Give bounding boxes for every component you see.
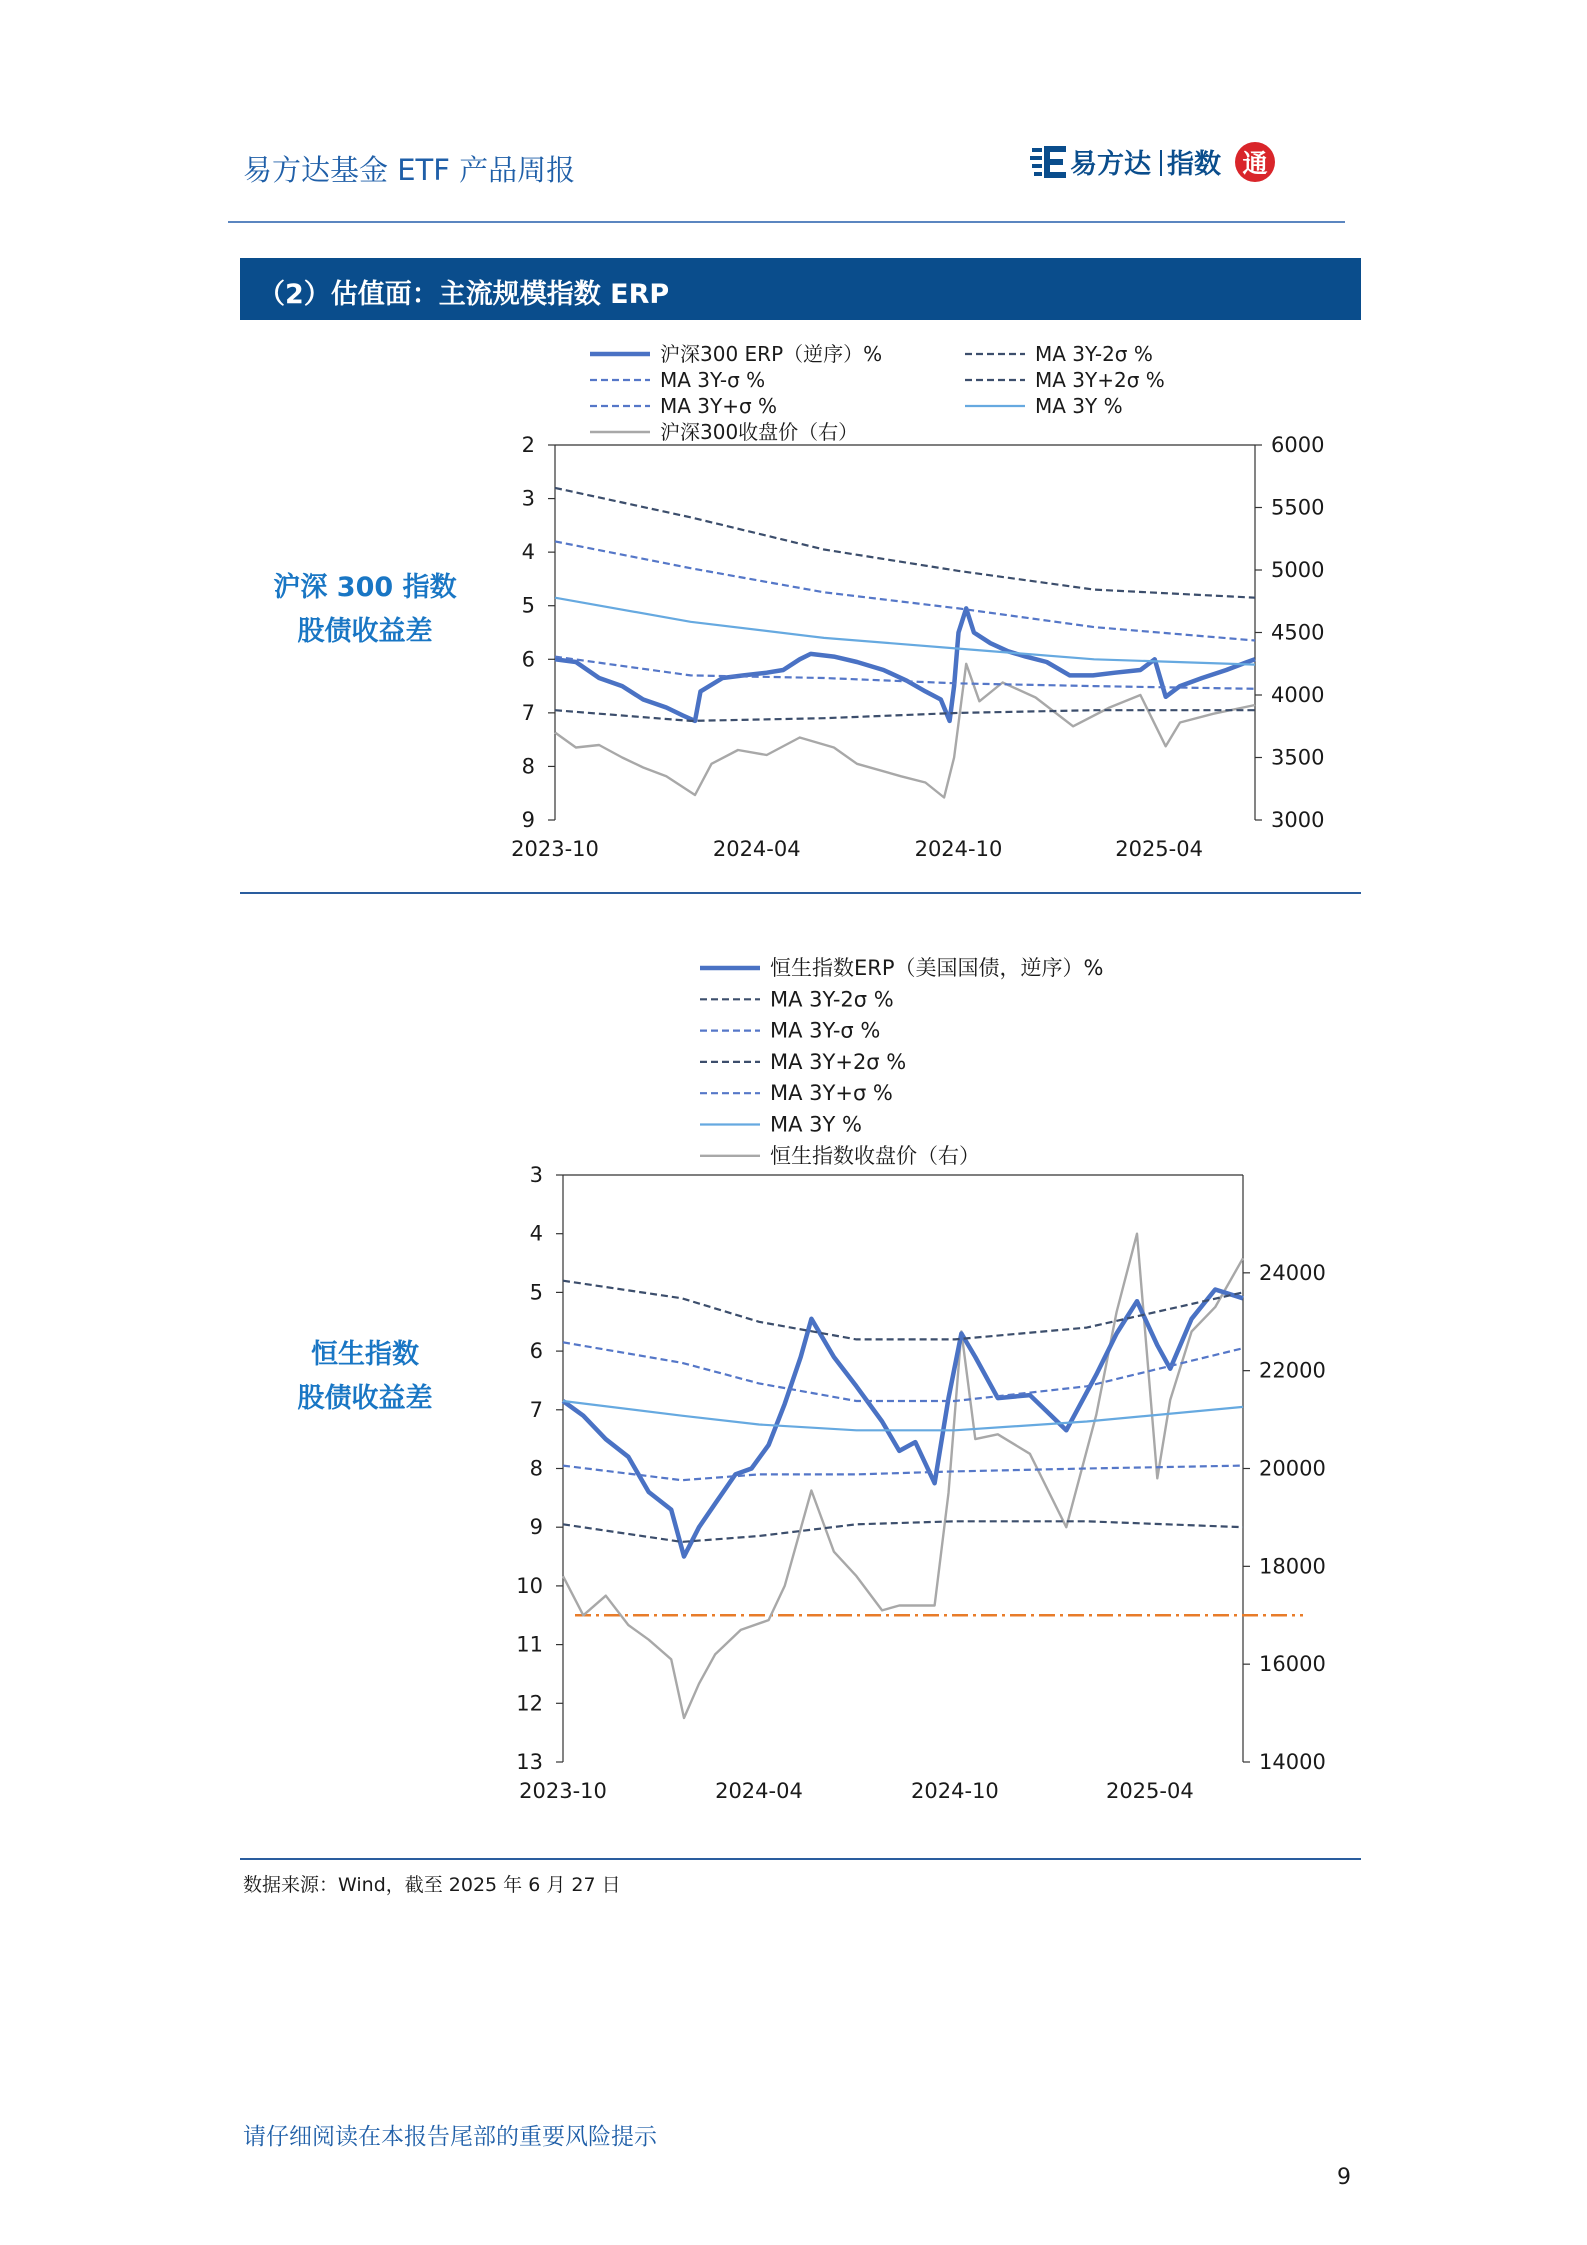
y-right-tick-label: 24000 — [1259, 1260, 1326, 1285]
legend-label: MA 3Y-2σ % — [770, 987, 894, 1012]
x-tick-label: 2025-04 — [1105, 1779, 1194, 1803]
y-right-tick-label: 5000 — [1271, 558, 1325, 582]
page-number: 9 — [1337, 2165, 1351, 2190]
legend-label: 沪深300 ERP（逆序）% — [660, 342, 883, 366]
y-right-tick-label: 14000 — [1259, 1750, 1326, 1774]
y-right-tick-label: 6000 — [1271, 433, 1325, 457]
y-left-tick-label: 2 — [521, 433, 535, 457]
y-right-tick-label: 4000 — [1271, 683, 1325, 707]
series-line — [563, 1466, 1243, 1481]
legend-label: MA 3Y % — [770, 1112, 862, 1137]
risk-disclaimer: 请仔细阅读在本报告尾部的重要风险提示 — [243, 2124, 657, 2150]
legend-label: MA 3Y+σ % — [770, 1081, 893, 1106]
x-tick-label: 2023-10 — [511, 837, 599, 861]
y-left-tick-label: 5 — [529, 1280, 543, 1305]
legend-item — [590, 342, 882, 366]
y-left-tick-label: 9 — [521, 808, 535, 832]
series-line — [563, 1342, 1243, 1401]
y-left-tick-label: 4 — [521, 540, 535, 565]
y-left-tick-label: 8 — [521, 754, 535, 779]
series-line — [563, 1401, 1243, 1430]
brand-seal-text: 通 — [1242, 149, 1268, 178]
legend-label: MA 3Y-σ % — [660, 368, 766, 392]
chart-separator — [240, 892, 1361, 894]
y-left-tick-label: 8 — [529, 1456, 543, 1481]
brand-mark-icon — [1030, 138, 1300, 186]
series-line — [563, 1290, 1243, 1557]
legend-item — [700, 956, 1103, 981]
legend-item — [965, 368, 1165, 392]
legend-label: MA 3Y-2σ % — [1035, 342, 1153, 366]
x-tick-label: 2024-10 — [911, 1779, 999, 1803]
legend-item — [700, 1113, 862, 1137]
y-left-tick-label: 7 — [529, 1397, 543, 1422]
legend-item — [590, 394, 777, 418]
legend-label: MA 3Y+2σ % — [770, 1049, 907, 1074]
legend-label: MA 3Y+2σ % — [1035, 368, 1165, 392]
chart1-caption-line2: 股债收益差 — [297, 616, 433, 647]
y-right-tick-label: 3000 — [1271, 808, 1325, 832]
legend-item — [700, 1144, 980, 1168]
section-title: （2）估值面：主流规模指数 ERP — [258, 279, 670, 310]
legend-item — [965, 394, 1123, 418]
legend-item — [700, 1050, 906, 1074]
legend-label: 沪深300收盘价（右） — [660, 420, 859, 444]
series-line — [555, 488, 1255, 598]
legend-item — [590, 368, 765, 392]
y-left-tick-label: 9 — [529, 1515, 543, 1540]
y-right-tick-label: 18000 — [1259, 1554, 1326, 1579]
hs300-erp-chart — [0, 330, 1587, 890]
series-line — [555, 541, 1255, 640]
source-divider — [240, 1858, 1361, 1860]
y-left-tick-label: 13 — [516, 1750, 543, 1774]
header-divider — [228, 221, 1345, 223]
y-left-tick-label: 7 — [521, 700, 535, 725]
chart2-caption-line2: 股债收益差 — [297, 1383, 433, 1414]
legend-item — [700, 1081, 893, 1105]
brand-sub-text: 指数 — [1167, 149, 1221, 180]
legend-label: MA 3Y % — [1035, 394, 1123, 418]
y-left-tick-label: 6 — [529, 1339, 543, 1364]
y-left-tick-label: 11 — [516, 1632, 543, 1657]
legend-label: 恒生指数ERP（美国国债，逆序）% — [770, 956, 1104, 980]
legend-item — [965, 342, 1153, 366]
y-right-tick-label: 16000 — [1259, 1652, 1326, 1677]
legend-label: MA 3Y-σ % — [770, 1018, 881, 1043]
report-title: 易方达基金 ETF 产品周报 — [243, 153, 576, 187]
y-right-tick-label: 5500 — [1271, 495, 1325, 520]
chart2-caption-line1: 恒生指数 — [311, 1339, 419, 1370]
legend-label: 恒生指数收盘价（右） — [770, 1143, 980, 1168]
y-left-tick-label: 3 — [521, 486, 535, 511]
y-right-tick-label: 20000 — [1259, 1456, 1326, 1481]
y-right-tick-label: 3500 — [1271, 745, 1325, 770]
y-right-tick-label: 22000 — [1259, 1358, 1326, 1383]
series-line — [555, 608, 1255, 721]
data-source-note: 数据来源：Wind，截至 2025 年 6 月 27 日 — [243, 1874, 621, 1896]
series-line — [555, 664, 1255, 798]
x-tick-label: 2024-04 — [715, 1779, 803, 1803]
x-tick-label: 2025-04 — [1115, 837, 1203, 861]
y-left-tick-label: 6 — [521, 647, 535, 672]
hsi-erp-chart — [0, 945, 1587, 1825]
y-left-tick-label: 12 — [516, 1691, 543, 1716]
y-left-tick-label: 3 — [529, 1163, 543, 1187]
x-tick-label: 2023-10 — [519, 1779, 607, 1803]
legend-item — [700, 987, 894, 1011]
legend-label: MA 3Y+σ % — [660, 394, 778, 418]
y-left-tick-label: 5 — [521, 593, 535, 618]
x-tick-label: 2024-04 — [712, 837, 801, 861]
brand-logo — [1030, 140, 1300, 184]
x-tick-label: 2024-10 — [914, 837, 1003, 861]
y-left-tick-label: 10 — [516, 1573, 543, 1598]
series-line — [563, 1521, 1243, 1542]
legend-item — [590, 420, 858, 444]
y-left-tick-label: 4 — [529, 1221, 543, 1246]
legend-item — [700, 1019, 880, 1043]
chart1-caption-line1: 沪深 300 指数 — [273, 572, 457, 603]
y-right-tick-label: 4500 — [1271, 620, 1325, 645]
series-line — [555, 598, 1255, 665]
brand-main-text: 易方达 — [1070, 149, 1151, 180]
